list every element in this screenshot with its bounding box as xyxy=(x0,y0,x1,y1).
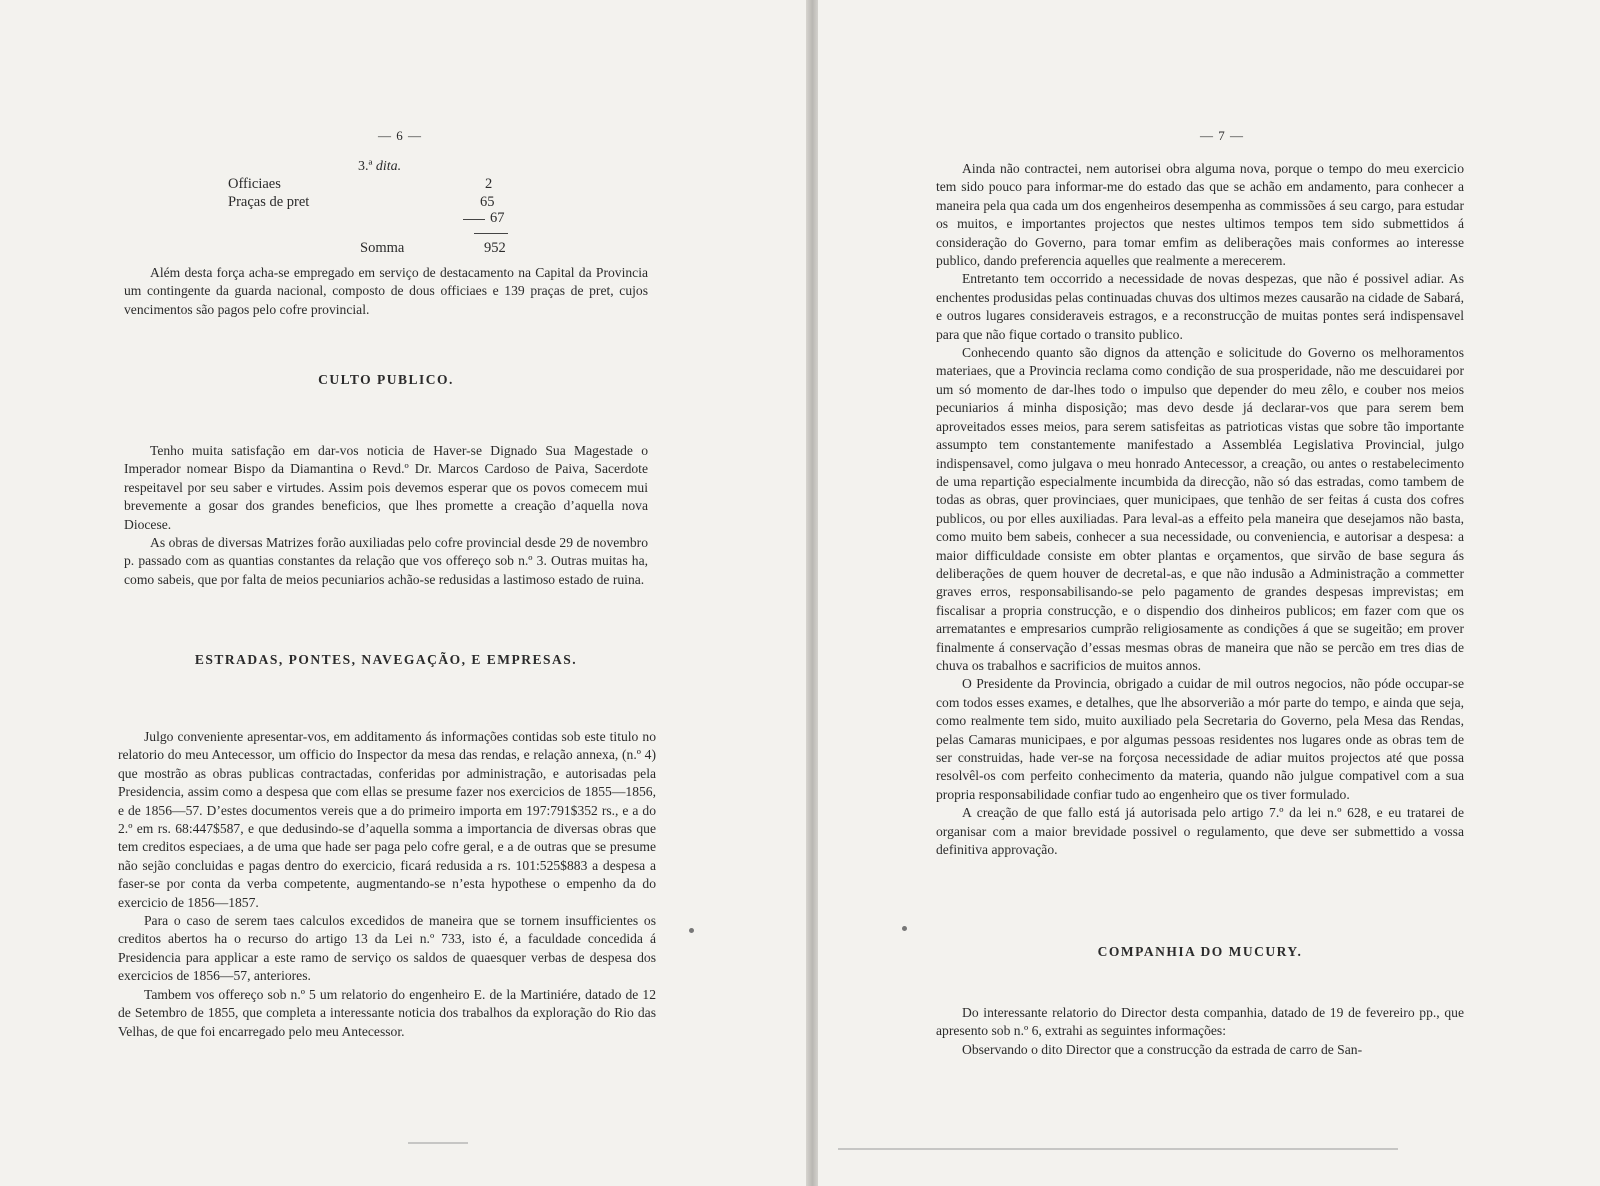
paragraph: As obras de diversas Matrizes forão auxiliadas pelo cofre provincial desde 29 de novembro p. passado com as quantias constantes da relação que vos offereço sob n.º 3. Outras muitas ha, como sabeis, que por falta de meios pecuniarios achão-se redusidas a lastimoso estado de ruina. xyxy=(124,535,648,587)
paragraph: Tenho muita satisfação em dar-vos noticia de Haver-se Dignado Sua Magestade o Imperador nomear Bispo da Diamantina o Revd.º Dr. Marcos Cardoso de Paiva, Sacerdote respeitavel por seu saber e virtudes. Assim pois devemos esperar que os povos comecem mui brevemente a gosar dos grandes beneficios, que lhes promette a creação d’aquella nova Diocese. xyxy=(124,443,648,532)
page-number: — 7 — xyxy=(1200,128,1244,143)
table-title-prefix: 3.ª xyxy=(358,159,373,174)
paragraph: Conhecendo quanto são dignos da attenção e solicitude do Governo os melhoramentos materiaes, que a Provincia reclama como condição de sua prosperidade, não me descuidarei por um só momento de dar-lhes todo o impulso que depender do meu zêlo, e couber nos meios pecuniarios á minha disposição; mas devo desde já declarar-vos que para serem bem aproveitados esses meios, para serem satisfeitas as patrioticas vistas que sobre tão importante assumpto tem constantemente manifestado a Assembléa Legislativa Provincial, julgo indispensavel, como julgava o meu honrado Antecessor, a creação, ou antes o restabelecimento de uma repartição especialmente incumbida da direcção, não só das estradas, como tambem de todas as obras, quer provinciaes, quer municipaes, que tenhão de ser feitas á custa dos cofres publicos, ou por elles auxiliadas. Para leval-as a effeito pela maneira que desejamos não basta, como muito bem sabeis, conhecer a sua necessidade, ou conveniencia, e autorisar a despesa: a maior difficuldade consiste em obter plantas e orçamentos, que sirvão de base segura ás deliberações de quem houver de decretal-as, e que não indusão a Administração a commetter graves erros, responsabilisando-se pelo pagamento de grandes despesas imprevistas; em fiscalisar a propria construcção, e o dispendio dos dinheiros publicos; em fazer com que os arrematantes e empresarios cumprão religiosamente as condições á que se sugeitão; em prover finalmente á conservação d’essas mesmas obras de maneira que não se percão em tres dias de chuva os trabalhos e sacrificios de muitos annos. xyxy=(936,345,1464,673)
table-title-italic: dita. xyxy=(375,159,402,174)
subtotal-rule xyxy=(463,219,485,220)
paragraph: Do interessante relatorio do Director desta companhia, datado de 19 de fevereiro pp., que apresento sob n.º 6, extrahi as seguintes informações: xyxy=(936,1005,1464,1039)
section-culto-body xyxy=(124,442,648,589)
paragraph: Julgo conveniente apresentar-vos, em additamento ás informações contidas sob este titulo no relatorio do meu Antecessor, um officio do Inspector da mesa das rendas, e relação annexa, (n.º 4) que mostrão as obras publicas contractadas, conferidas por administração, e autorisadas pela Presidencia, assim como a despesa que com ellas se presume fazer nos exercicios de 1855—1856, e de 1856—57. D’estes documentos vereis que a do primeiro importa em 197:791$352 rs., e a do 2.º em rs. 68:447$587, e que dedusindo-se d’aquella somma a importancia de diversas obras que tem creditos especiaes, a de uma que hade ser paga pelo cofre geral, e a de outras que se presume não sejão concluidas e pagas dentro do exercicio, ficará redusida a rs. 101:525$883 a despesa a faser-se por conta da verba competente, augmentando-se n’esta hypothese o empenho da do exercicio de 1856—1857. xyxy=(118,729,656,910)
paragraph: Observando o dito Director que a construcção da estrada de carro de San- xyxy=(962,1041,1363,1057)
section-estradas-body xyxy=(118,728,656,1041)
table-row-value: 65 xyxy=(480,194,495,210)
paragraph-forca xyxy=(124,264,648,319)
table-title xyxy=(358,160,401,174)
sum-rule xyxy=(474,233,508,234)
section-heading-culto: CULTO PUBLICO. xyxy=(318,372,454,387)
paragraph: O Presidente da Provincia, obrigado a cuidar de mil outros negocios, não póde occupar-se com todos esses exames, e detalhes, que lhe absorverião a mór parte do tempo, e ainda que seja, como realmente tem sido, muito auxiliado pela Secretaria do Governo, pela Mesa das Rendas, pelas Camaras municipaes, e por algumas pessoas residentes nos lugares onde as obras tem de ser construidas, hade ver-se na forçosa necessidade de adiar muitos projectos até que possa resolvêl-os com perfeito conhecimento da materia, quando não julgue compativel com a sua propria responsabilidade confiar tudo ao engenheiro que os tiver formulado. xyxy=(936,676,1464,802)
scan-smudge xyxy=(838,1148,1398,1150)
table-subtotal: 67 xyxy=(490,210,505,226)
right-page-body xyxy=(936,160,1464,859)
table-row-value: 2 xyxy=(485,176,493,192)
paragraph: Para o caso de serem taes calculos excedidos de maneira que se tornem insufficientes os creditos abertos ha o recurso do artigo 13 da Lei n.º 733, isto é, a faculdade concedida á Presidencia para applicar a este ramo de serviço os saldos de quaesquer verbas de despesa dos exercicios de 1856—57, anteriores. xyxy=(118,913,656,984)
paragraph: A creação de que fallo está já autorisada pelo artigo 7.º da lei n.º 628, e eu tratarei de organisar com a maior brevidade possivel o regulamento, que deve ser submettido a vossa definitiva approvação. xyxy=(936,805,1464,858)
section-heading-mucury: COMPANHIA DO MUCURY. xyxy=(1097,944,1303,959)
table-row-label: Officiaes xyxy=(228,176,281,192)
paragraph: Ainda não contractei, nem autorisei obra alguma nova, porque o tempo do meu exercicio tem sido pouco para informar-me do estado das que se achão em andamento, para conhecer a maneira pela qua cada um dos engenheiros desempenha as commissões á seu cargo, para estudar os muitos, e importantes projectos que nestes ultimos tempos tem sido submettidos á consideração do Governo, para tomar emfim as deliberações mais conformes ao interesse publico, dando preferencia aquelles que realmente a merecerem. xyxy=(936,161,1464,269)
paragraph: Tambem vos offereço sob n.º 5 um relatorio do engenheiro E. de la Martiniére, datado de 12 de Setembro de 1855, que completa a interessante noticia dos trabalhos da exploração do Rio das Velhas, de que foi encarregado pelo meu Antecessor. xyxy=(118,986,656,1039)
sum-value: 952 xyxy=(484,240,506,256)
section-heading-estradas: ESTRADAS, PONTES, NAVEGAÇÃO, E EMPRESAS. xyxy=(194,652,578,667)
sum-label: Somma xyxy=(360,240,405,256)
paragraph: Além desta força acha-se empregado em serviço de destacamento na Capital da Provincia um contingente da guarda nacional, composto de dous officiaes e 139 praças de pret, cujos vencimentos são pagos pelo cofre provincial. xyxy=(124,265,648,317)
ink-dot xyxy=(689,928,694,933)
page-number: — 6 — xyxy=(378,128,422,143)
right-page xyxy=(818,0,1600,1186)
paragraph: Entretanto tem occorrido a necessidade de novas despezas, que não é possivel adiar. As enchentes produsidas pelas continuadas chuvas dos ultimos mezes causarão na cidade de Sabará, e outros lugares consideraveis estragos, e a reconstrucção de muitas pontes será indispensavel para que não fique cortado o transito publico. xyxy=(936,271,1464,342)
section-mucury-body xyxy=(936,1004,1464,1059)
ink-dot xyxy=(902,926,907,931)
scan-smudge xyxy=(408,1142,468,1144)
table-row-label: Praças de pret xyxy=(228,194,310,210)
